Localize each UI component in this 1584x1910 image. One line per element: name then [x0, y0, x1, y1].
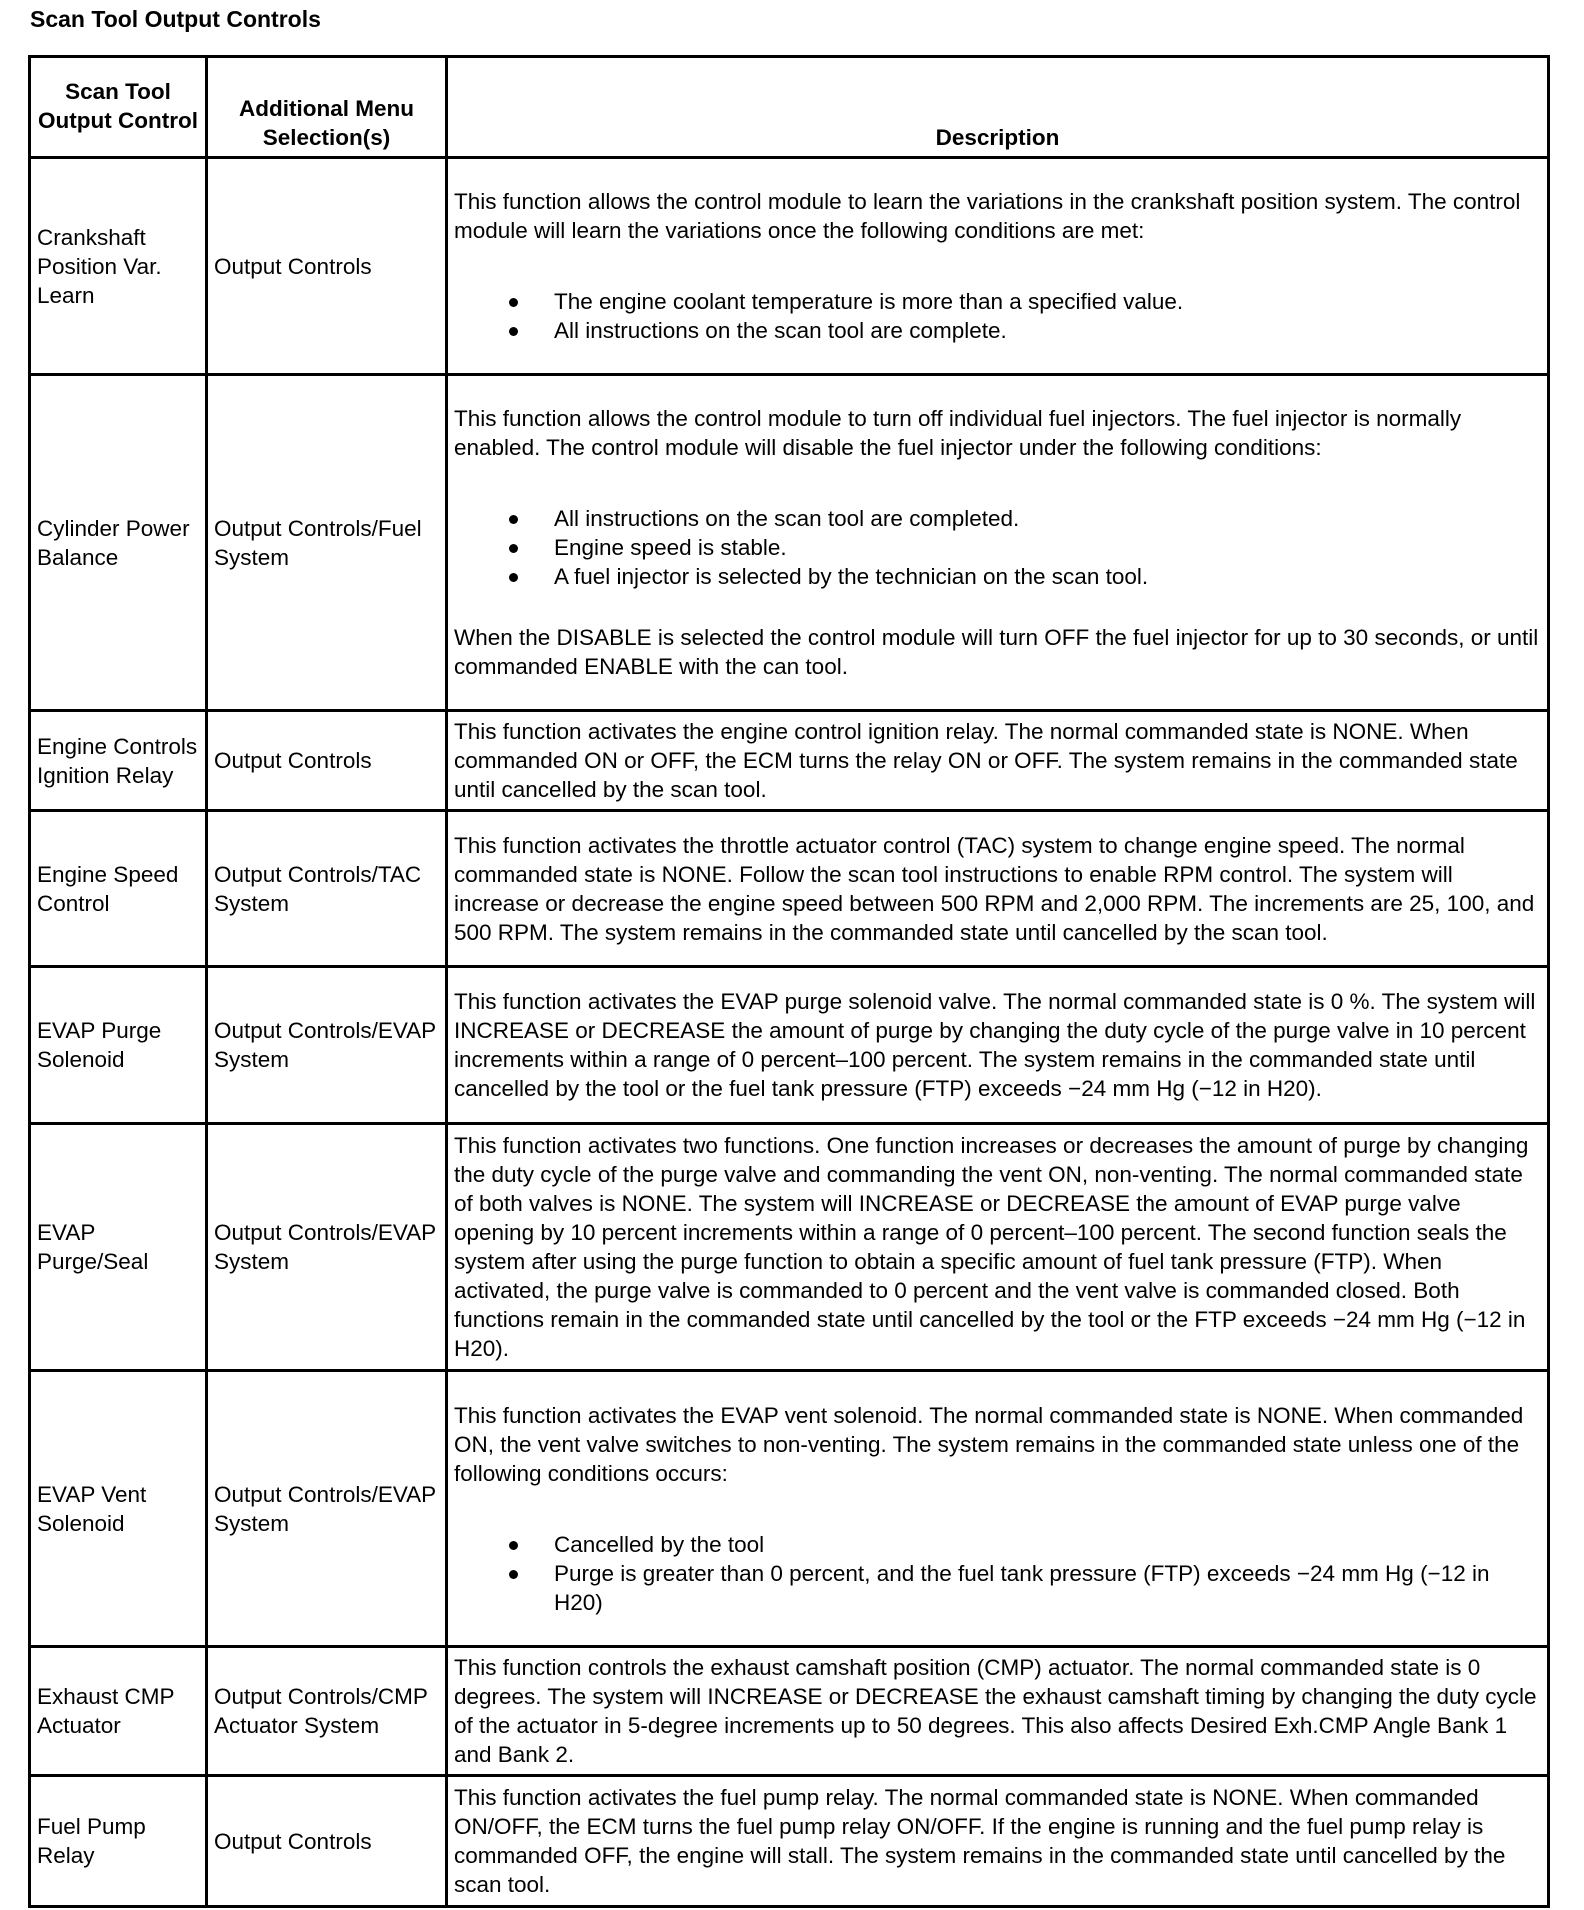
output-controls-table — [28, 55, 1550, 1908]
list-item: All instructions on the scan tool are complete. — [454, 316, 1541, 345]
table-row — [30, 1647, 1549, 1776]
condition-list — [454, 504, 1541, 591]
control-cell: Crankshaft Position Var. Learn — [30, 158, 207, 375]
control-cell: Exhaust CMP Actuator — [30, 1647, 207, 1776]
control-cell: EVAP Vent Solenoid — [30, 1371, 207, 1647]
menu-cell: Output Controls — [207, 158, 447, 375]
description-cell: This function activates the engine control ignition relay. The normal commanded state is NONE. When commanded ON or OFF, the ECM turns the relay ON or OFF. The system remains in the commanded state until cancelled by the scan tool. — [447, 711, 1549, 811]
description-cell — [447, 1371, 1549, 1647]
description-cell: This function activates the throttle actuator control (TAC) system to change engine speed. The normal commanded state is NONE. Follow the scan tool instructions to enable RPM control. The system will increase or decrease the engine speed between 500 RPM and 2,000 RPM. The increments are 25, 100, and 500 RPM. The system remains in the commanded state until cancelled by the scan tool. — [447, 811, 1549, 967]
description-cell: This function controls the exhaust camshaft position (CMP) actuator. The normal commanded state is 0 degrees. The system will INCREASE or DECREASE the exhaust camshaft timing by changing the duty cycle of the actuator in 5-degree increments up to 50 degrees. This also affects Desired Exh.CMP Angle Bank 1 and Bank 2. — [447, 1647, 1549, 1776]
description-cell: This function activates the EVAP purge solenoid valve. The normal commanded state is 0 %. The system will INCREASE or DECREASE the amount of purge by changing the duty cycle of the purge valve in 10 percent increments within a range of 0 percent–100 percent. The system remains in the commanded state until cancelled by the tool or the fuel tank pressure (FTP) exceeds −24 mm Hg (−12 in H20). — [447, 967, 1549, 1124]
header-control: Scan Tool Output Control — [30, 57, 207, 158]
table-row — [30, 1371, 1549, 1647]
menu-cell: Output Controls/EVAP System — [207, 967, 447, 1124]
table-row — [30, 711, 1549, 811]
control-cell: Cylinder Power Balance — [30, 375, 207, 711]
control-cell: Fuel Pump Relay — [30, 1776, 207, 1907]
description-note: When the DISABLE is selected the control module will turn OFF the fuel injector for up to 30 seconds, or until commanded ENABLE with the can tool. — [454, 625, 1539, 679]
list-item: All instructions on the scan tool are completed. — [454, 504, 1541, 533]
menu-cell: Output Controls — [207, 1776, 447, 1907]
table-row — [30, 811, 1549, 967]
page-title: Scan Tool Output Controls — [30, 6, 321, 32]
menu-cell: Output Controls/EVAP System — [207, 1371, 447, 1647]
description-text: This function allows the control module to turn off individual fuel injectors. The fuel injector is normally enabled. The control module will disable the fuel injector under the following conditions: — [454, 406, 1462, 460]
table-row — [30, 1776, 1549, 1907]
list-item: Purge is greater than 0 percent, and the fuel tank pressure (FTP) exceeds −24 mm Hg (−12 in H20) — [454, 1559, 1541, 1617]
control-cell: Engine Controls Ignition Relay — [30, 711, 207, 811]
list-item: A fuel injector is selected by the technician on the scan tool. — [454, 562, 1541, 591]
list-item: Engine speed is stable. — [454, 533, 1541, 562]
description-text: This function activates the EVAP vent solenoid. The normal commanded state is NONE. When commanded ON, the vent valve switches to non-venting. The system remains in the commanded state unless one of the following conditions occurs: — [454, 1402, 1524, 1486]
control-cell: EVAP Purge/Seal — [30, 1124, 207, 1371]
condition-list — [454, 287, 1541, 345]
header-description: Description — [447, 57, 1549, 158]
description-cell — [447, 375, 1549, 711]
control-cell: EVAP Purge Solenoid — [30, 967, 207, 1124]
menu-cell: Output Controls/TAC System — [207, 811, 447, 967]
table-row — [30, 967, 1549, 1124]
menu-cell: Output Controls/CMP Actuator System — [207, 1647, 447, 1776]
table-header-row — [30, 57, 1549, 158]
menu-cell: Output Controls/EVAP System — [207, 1124, 447, 1371]
header-menu: Additional Menu Selection(s) — [207, 57, 447, 158]
list-item: The engine coolant temperature is more than a specified value. — [454, 287, 1541, 316]
table-row — [30, 1124, 1549, 1371]
table-row — [30, 158, 1549, 375]
menu-cell: Output Controls — [207, 711, 447, 811]
control-cell: Engine Speed Control — [30, 811, 207, 967]
description-cell: This function activates two functions. One function increases or decreases the amount of purge by changing the duty cycle of the purge valve and commanding the vent ON, non-venting. The normal commanded state of both valves is NONE. The system will INCREASE or DECREASE the amount of EVAP purge valve opening by 10 percent increments within a range of 0 percent–100 percent. The second function seals the system after using the purge function to obtain a specific amount of fuel tank pressure (FTP). When activated, the purge valve is commanded to 0 percent and the vent valve is commanded closed. Both functions remain in the commanded state until cancelled by the tool or the FTP exceeds −24 mm Hg (−12 in H20). — [447, 1124, 1549, 1371]
condition-list — [454, 1530, 1541, 1617]
menu-cell: Output Controls/Fuel System — [207, 375, 447, 711]
table-row — [30, 375, 1549, 711]
description-text: This function allows the control module to learn the variations in the crankshaft position system. The control module will learn the variations once the following conditions are met: — [454, 189, 1521, 243]
list-item: Cancelled by the tool — [454, 1530, 1541, 1559]
description-cell: This function activates the fuel pump relay. The normal commanded state is NONE. When commanded ON/OFF, the ECM turns the fuel pump relay ON/OFF. If the engine is running and the fuel pump relay is commanded OFF, the engine will stall. The system remains in the commanded state until cancelled by the scan tool. — [447, 1776, 1549, 1907]
description-cell — [447, 158, 1549, 375]
